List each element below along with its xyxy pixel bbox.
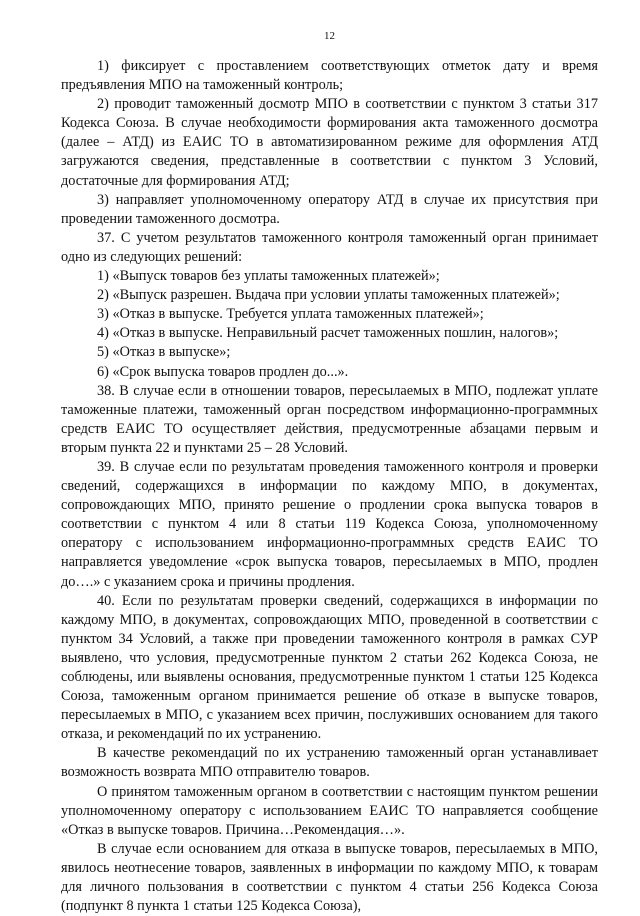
- decision-item-6: 6) «Срок выпуска товаров продлен до...».: [97, 363, 349, 380]
- paragraph-1-3: 3) направляет уполномоченному оператору АТД в случае их присутствия при проведении таможенного досмотра.: [61, 191, 598, 227]
- paragraph-39: 39. В случае если по результатам проведения таможенного контроля и проверки сведений, содержащихся в информации по каждому МПО, в документах, сопровождающих МПО, принято решение о продлении срока выпуска товаров в соответствии с пунктом 4 или 8 статьи 119 Кодекса Союза, уполномоченному оператору с использованием информационно-программных средств ЕАИС ТО направляется уведомление «срок выпуска товаров, пересылаемых в МПО, продлен до….» с указанием срока и причины продления.: [61, 458, 598, 590]
- decision-item-1: 1) «Выпуск товаров без уплаты таможенных платежей»;: [97, 268, 440, 285]
- paragraph-40-refusal-basis: В случае если основанием для отказа в выпуске товаров, пересылаемых в МПО, явилось неотнесение товаров, заявленных в информации по каждому МПО, к товарам для личного пользования в соответствии с пунктом 4 статьи 256 Кодекса Союза (подпункт 8 пункта 1 статьи 125 Кодекса Союза),: [61, 840, 598, 915]
- document-body: [61, 57, 598, 916]
- page-number: 12: [324, 30, 335, 42]
- paragraph-40-recommendation: В качестве рекомендаций по их устранению таможенный орган устанавливает возможность возврата МПО отправителю товаров.: [61, 745, 598, 781]
- paragraph-37: 37. С учетом результатов таможенного контроля таможенный орган принимает одно из следующих решений:: [61, 229, 598, 265]
- paragraph-40: 40. Если по результатам проверки сведений, содержащихся в информации по каждому МПО, в документах, сопровождающих МПО, проведенной в соответствии с пунктом 34 Условий, а также при проведении таможенного контроля в рамках СУР выявлено, что условия, предусмотренные пунктом 2 статьи 262 Кодекса Союза, не соблюдены, или выявлены основания, предусмотренные пунктом 1 статьи 125 Кодекса Союза, таможенным органом принимается решение об отказе в выпуске товаров, пересылаемых в МПО, с указанием всех причин, послуживших основанием для такого отказа, и рекомендаций по их устранению.: [61, 592, 598, 743]
- paragraph-40-notification: О принятом таможенным органом в соответствии с настоящим пунктом решении уполномоченному оператору с использованием ЕАИС ТО направляется сообщение «Отказ в выпуске товаров. Причина…Рекомендация…».: [61, 783, 598, 838]
- decision-item-4: 4) «Отказ в выпуске. Неправильный расчет таможенных пошлин, налогов»;: [97, 325, 559, 342]
- paragraph-38: 38. В случае если в отношении товаров, пересылаемых в МПО, подлежат уплате таможенные платежи, таможенный орган посредством информационно-программных средств ЕАИС ТО осуществляет действия, предусмотренные абзацами первым и вторым пункта 22 и пунктами 25 – 28 Условий.: [61, 382, 598, 456]
- decision-item-3: 3) «Отказ в выпуске. Требуется уплата таможенных платежей»;: [97, 306, 484, 323]
- paragraph-1-1: 1) фиксирует с проставлением соответствующих отметок дату и время предъявления МПО на таможенный контроль;: [61, 58, 598, 94]
- paragraph-1-2: 2) проводит таможенный досмотр МПО в соответствии с пунктом 3 статьи 317 Кодекса Союза. В случае необходимости формирования акта таможенного досмотра (далее – АТД) из ЕАИС ТО в автоматизированном режиме для оформления АТД загружаются сведения, представленные в соответствии с пунктом 3 Условий, достаточные для формирования АТД;: [61, 96, 598, 189]
- decision-item-5: 5) «Отказ в выпуске»;: [97, 344, 231, 361]
- decision-item-2: 2) «Выпуск разрешен. Выдача при условии уплаты таможенных платежей»;: [97, 287, 560, 304]
